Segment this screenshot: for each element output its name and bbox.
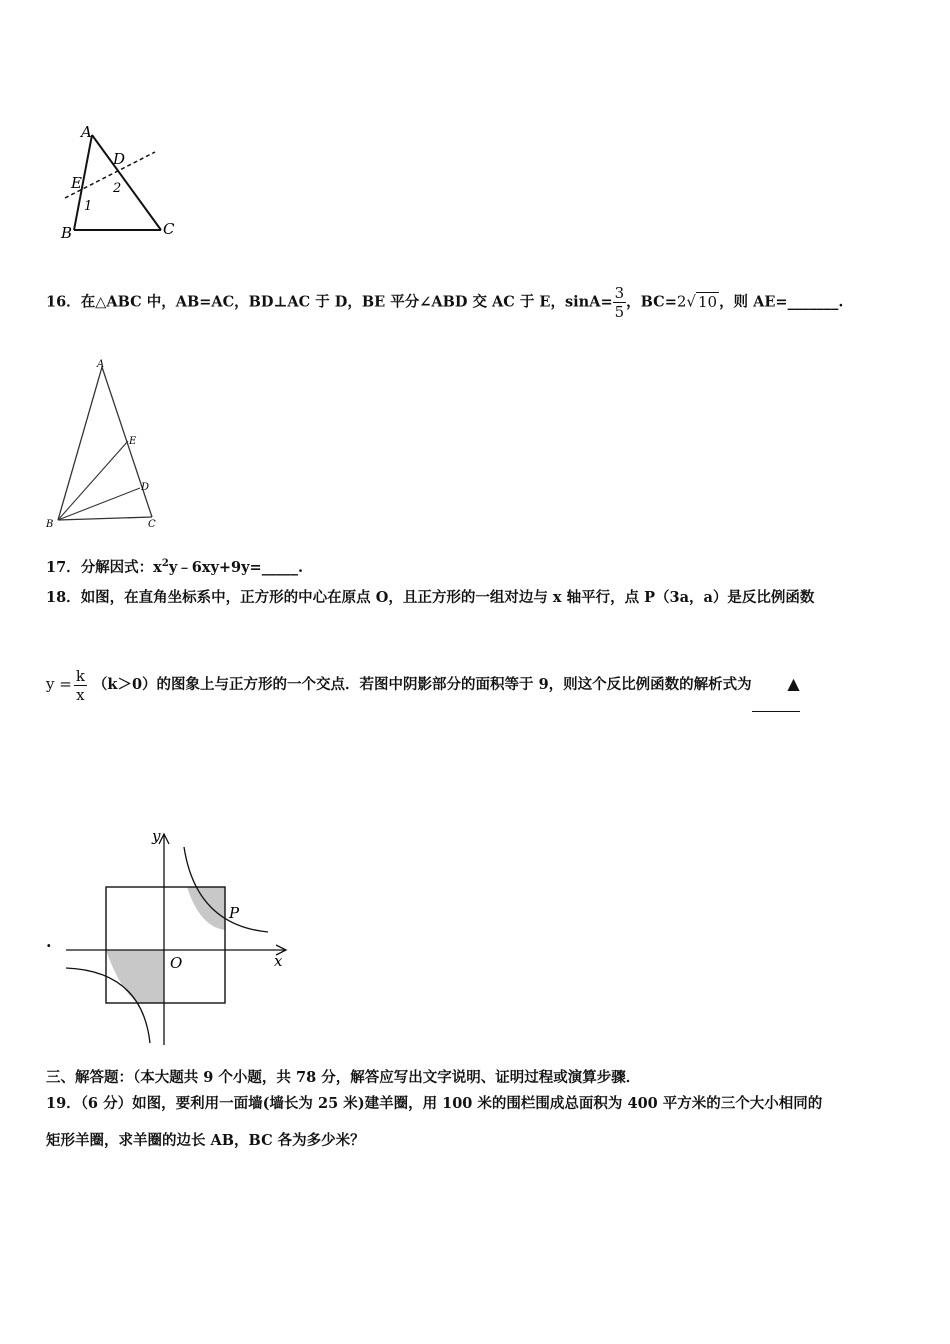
k-numerator: k bbox=[75, 666, 85, 685]
bc-radical: 2√ 10 bbox=[676, 292, 718, 311]
question-17-end: . bbox=[297, 558, 304, 576]
sin-denominator: 5 bbox=[614, 303, 625, 321]
question-18-line1 bbox=[46, 588, 814, 608]
stray-dot: · bbox=[46, 936, 52, 955]
question-16-text-before: 在△ABC 中，AB=AC，BD⊥AC 于 D，BE 平分∠ABD 交 AC 于 E，sinA= bbox=[80, 293, 613, 311]
point-label-d: D bbox=[141, 482, 150, 493]
vertex-label-b: B bbox=[61, 224, 73, 242]
question-19-number: 19． bbox=[46, 1095, 81, 1112]
question-17 bbox=[46, 554, 303, 578]
question-18-line2 bbox=[46, 658, 800, 712]
triangle-figure-q16 bbox=[40, 355, 170, 535]
exponent: 2 bbox=[161, 558, 169, 569]
question-18-text1: 如图，在直角坐标系中，正方形的中心在原点 O，且正方形的一组对边与 x 轴平行，点 P（3a，a）是反比例函数 bbox=[80, 589, 815, 606]
question-18-text2: （k＞0）的图象上与正方形的一个交点．若图中阴影部分的面积等于 9，则这个反比例函数的解析式为 bbox=[92, 676, 752, 693]
function-y-equals: y = bbox=[46, 675, 72, 693]
bc-coefficient: 2 bbox=[676, 292, 687, 311]
point-label-e: E bbox=[71, 174, 82, 192]
k-over-x-fraction bbox=[74, 667, 87, 704]
bc-radicand: 10 bbox=[697, 292, 718, 311]
x-denominator: x bbox=[76, 685, 85, 704]
question-17-number: 17． bbox=[46, 558, 81, 576]
question-19-line1 bbox=[46, 1094, 822, 1114]
angle-label-1: 1 bbox=[84, 199, 93, 214]
coordinate-figure-q18 bbox=[60, 825, 300, 1045]
question-16-blank: _______ bbox=[787, 293, 839, 311]
question-17-blank: _____ bbox=[261, 558, 298, 576]
question-17-text2: y﹣6xy+9y= bbox=[168, 558, 262, 576]
angle-label-2: 2 bbox=[113, 181, 122, 196]
question-19-line2: 矩形羊圈，求羊圈的边长 AB，BC 各为多少米？ bbox=[46, 1132, 365, 1149]
vertex-label-a: A bbox=[97, 359, 105, 370]
axis-label-x: x bbox=[274, 952, 283, 970]
triangle-figure-q15 bbox=[55, 120, 185, 245]
sin-fraction bbox=[613, 284, 627, 321]
section-3-heading: 三、解答题：（本大题共 9 个小题，共 78 分，解答应写出文字说明、证明过程或演算步骤． bbox=[46, 1069, 641, 1086]
question-16-text-after: ，则 AE= bbox=[719, 293, 788, 311]
answer-triangle-mark: ▲ bbox=[787, 674, 800, 693]
question-16-number: 16． bbox=[46, 293, 81, 311]
point-label-d: D bbox=[113, 150, 126, 168]
point-label-e: E bbox=[129, 436, 137, 447]
point-label-p: P bbox=[229, 904, 240, 922]
question-17-text: 分解因式：x bbox=[80, 558, 162, 576]
vertex-label-a: A bbox=[81, 123, 92, 141]
axis-label-y: y bbox=[152, 827, 161, 845]
question-16-end: . bbox=[838, 293, 844, 311]
question-18-answer-blank bbox=[752, 658, 800, 712]
vertex-label-c: C bbox=[148, 519, 156, 530]
question-16 bbox=[46, 284, 843, 321]
question-16-text-mid: ，BC= bbox=[626, 293, 677, 311]
question-18-number: 18． bbox=[46, 589, 81, 606]
vertex-label-c: C bbox=[163, 220, 175, 238]
origin-label: O bbox=[170, 954, 183, 972]
vertex-label-b: B bbox=[46, 519, 54, 530]
sin-numerator: 3 bbox=[614, 284, 625, 302]
question-19-text1: （6 分）如图，要利用一面墙(墙长为 25 米)建羊圈，用 100 米的围栏围成总面积为 400 平方米的三个大小相同的 bbox=[80, 1095, 823, 1112]
